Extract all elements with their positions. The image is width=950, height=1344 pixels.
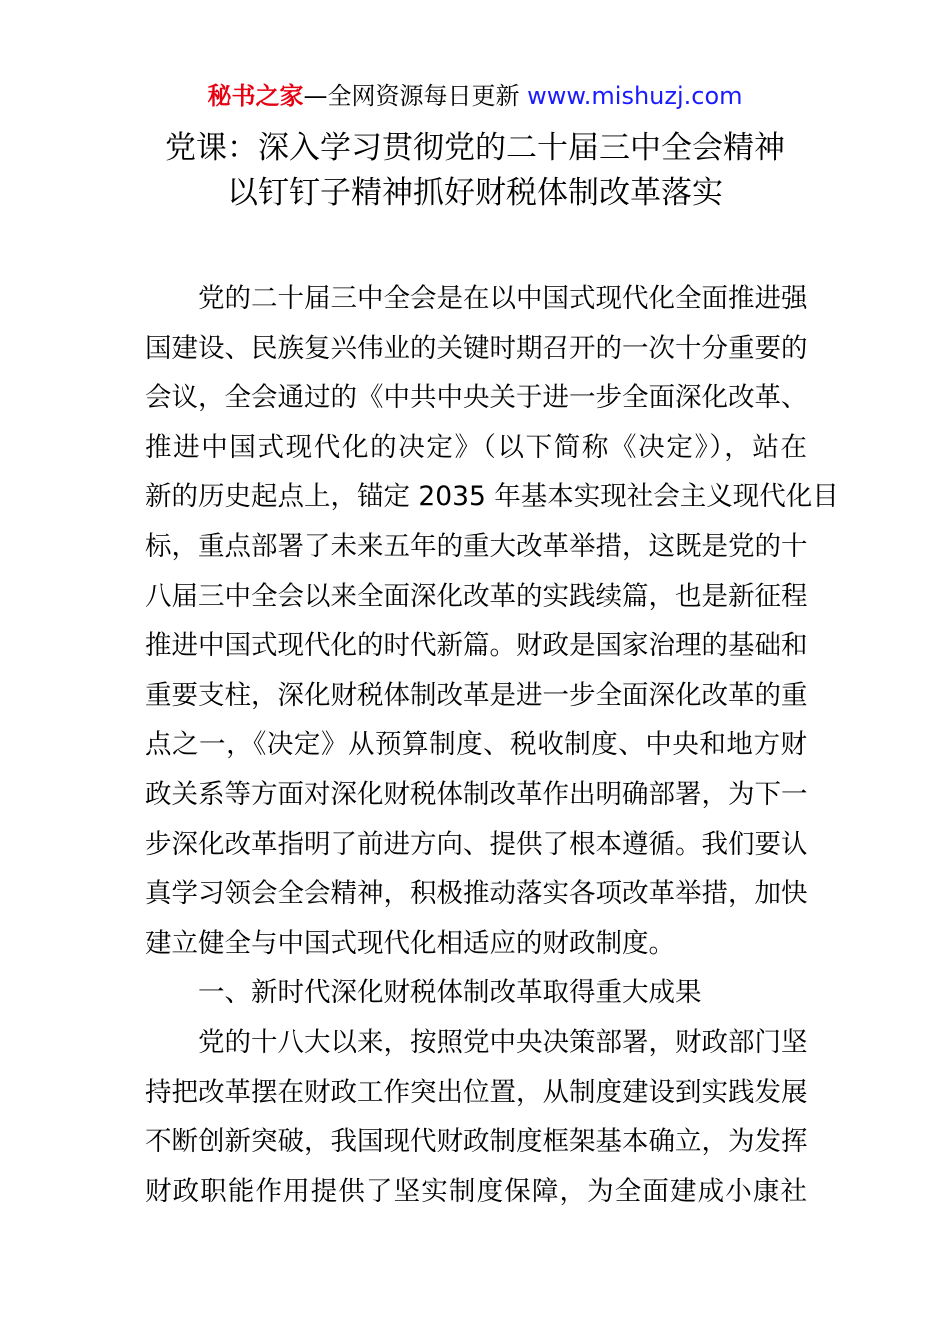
- paragraph-line: 党的二十届三中全会是在以中国式现代化全面推进强: [198, 283, 808, 314]
- section-heading: 一、新时代深化财税体制改革取得重大成果: [198, 977, 702, 1009]
- paragraph-line: 建立健全与中国式现代化相适应的财政制度。: [145, 927, 675, 959]
- brand-name: 秘书之家: [207, 82, 304, 110]
- paragraph-line: 点之一，《决定》从预算制度、税收制度、中央和地方财: [145, 729, 807, 761]
- paragraph-line: 党的十八大以来，按照党中央决策部署，财政部门坚: [198, 1026, 808, 1058]
- paragraph-line: 持把改革摆在财政工作突出位置，从制度建设到实践发展: [145, 1076, 808, 1108]
- document-body: [145, 274, 839, 1216]
- paragraph-line: 标，重点部署了未来五年的重大改革举措，这既是党的十: [145, 530, 808, 562]
- paragraph-line: 国建设、民族复兴伟业的关键时期召开的一次十分重要的: [145, 332, 808, 364]
- paragraph-line: 财政职能作用提供了坚实制度保障，为全面建成小康社: [145, 1175, 807, 1207]
- paragraph-line: 推进中国式现代化的时代新篇。财政是国家治理的基础和: [145, 630, 808, 662]
- site-url-link[interactable]: www.mishuzj.com: [527, 82, 743, 110]
- paragraph-line: 不断创新突破，我国现代财政制度框架基本确立，为发挥: [145, 1126, 808, 1158]
- paragraph-line: 会议，全会通过的《中共中央关于进一步全面深化改革、: [145, 382, 808, 414]
- paragraph-line: 政关系等方面对深化财税体制改革作出明确部署，为下一: [145, 778, 808, 810]
- paragraph-line: 八届三中全会以来全面深化改革的实践续篇，也是新征程: [145, 580, 808, 612]
- document-title: [0, 126, 950, 216]
- site-tagline: —全网资源每日更新: [303, 82, 520, 110]
- paragraph-line: 重要支柱，深化财税体制改革是进一步全面深化改革的重: [145, 679, 808, 711]
- site-header: [0, 80, 950, 112]
- title-line-2: 以钉钉子精神抓好财税体制改革落实: [227, 175, 723, 211]
- title-line-1: 党课：深入学习贯彻党的二十届三中全会精神: [165, 130, 785, 166]
- paragraph-line: 新的历史起点上，锚定 2035 年基本实现社会主义现代化目: [145, 481, 839, 513]
- paragraph-line: 推进中国式现代化的决定》（以下简称《决定》），站在: [145, 431, 807, 463]
- paragraph-line: 步深化改革指明了前进方向、提供了根本遵循。我们要认: [145, 828, 808, 860]
- paragraph-line: 真学习领会全会精神，积极推动落实各项改革举措，加快: [145, 878, 808, 910]
